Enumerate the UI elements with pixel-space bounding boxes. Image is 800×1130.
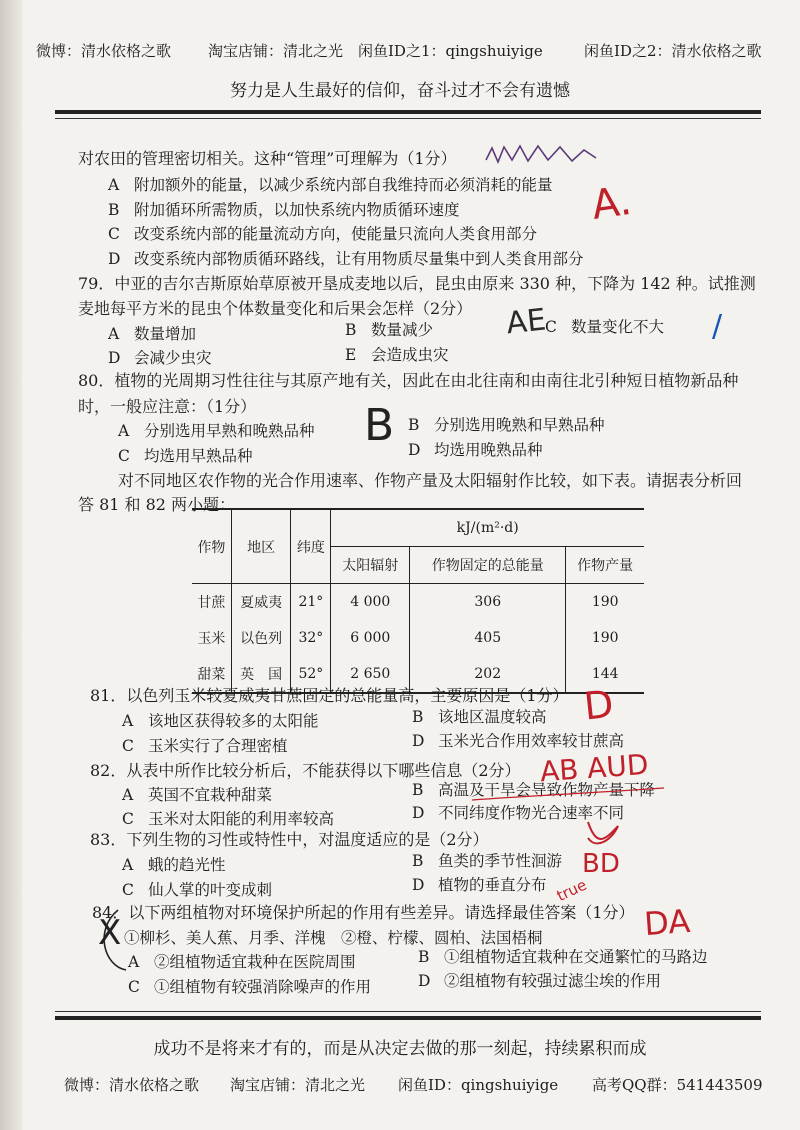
q81-stem: 81．以色列玉米较夏威夷甘蔗固定的总能量高，主要原因是（1分）	[90, 686, 569, 705]
q82-option-b: B 高温及干旱会导致作物产量下降	[412, 781, 656, 799]
q83-option-d: D 植物的垂直分布	[412, 876, 547, 894]
table-row: 甜菜 英 国 52° 2 650 202 144	[192, 656, 644, 693]
q83-check-mark	[588, 822, 618, 843]
q82-option-c: C 玉米对太阳能的利用率较高	[122, 810, 335, 828]
footer-weibo: 微博：清水依格之歌	[64, 1076, 200, 1094]
data-table	[192, 508, 644, 694]
q84-handwritten-answer: DA	[642, 901, 692, 944]
q78-option-b: B 附加循环所需物质，以加快系统内物质循环速度	[108, 201, 460, 219]
table-header-unit: kJ/(m²·d)	[331, 509, 644, 547]
table-header-latitude: 纬度	[291, 509, 331, 584]
q84-stem: 84．以下两组植物对环境保护所起的作用有些差异。请选择最佳答案（1分）	[92, 903, 635, 922]
table-row: 甘蔗 夏威夷 21° 4 000 306 190	[192, 584, 644, 621]
table-header-region: 地区	[231, 509, 290, 584]
q79-blue-mark: /	[712, 309, 723, 344]
footer-shop: 淘宝店铺：清北之光	[230, 1076, 366, 1094]
q78-option-d: D 改变系统内部物质循环路线，让有用物质尽量集中到人类食用部分	[108, 250, 584, 268]
q79-option-d: D 会减少虫灾	[108, 349, 212, 367]
q79-option-b: B 数量减少	[345, 321, 434, 339]
q84-option-b: B ①组植物适宜栽种在交通繁忙的马路边	[418, 948, 708, 966]
q80-stem-line-2: 时，一般应注意：（1分）	[78, 397, 257, 416]
footer-motto: 成功不是将来才有的，而是从决定去做的那一刻起，持续累积而成	[153, 1039, 647, 1059]
footer-rule-thin	[55, 1011, 761, 1012]
q78-option-a: A 附加额外的能量，以减少系统内部自我维持而必须消耗的能量	[108, 176, 553, 194]
table-intro-line-2: 答 81 和 82 两小题：	[78, 495, 236, 514]
q82-option-d: D 不同纬度作物光合速率不同	[412, 804, 625, 822]
header-weibo: 微博：清水依格之歌	[36, 42, 172, 60]
q83-option-c: C 仙人掌的叶变成刺	[122, 881, 273, 899]
q79-stem-line-2: 麦地每平方米的昆虫个体数量变化和后果会怎样（2分）	[78, 299, 473, 318]
q83-stem: 83．下列生物的习性或特性中，对温度适应的是（2分）	[90, 830, 489, 849]
q80-option-d: D 均选用晚熟品种	[408, 441, 543, 459]
q79-handwritten-answer: AE	[504, 302, 548, 342]
header-xianyu-1: 闲鱼ID之1：qingshuiyige	[358, 42, 543, 60]
footer-xianyu: 闲鱼ID：qingshuiyige	[398, 1076, 559, 1094]
q84-option-a: A ②组植物适宜栽种在医院周围	[128, 953, 356, 971]
q79-option-e: E 会造成虫灾	[345, 346, 449, 364]
q80-option-c: C 均选用早熟品种	[118, 447, 253, 465]
q81-option-b: B 该地区温度较高	[412, 708, 547, 726]
q80-option-b: B 分别选用晚熟和早熟品种	[408, 416, 605, 434]
q81-option-d: D 玉米光合作用效率较甘蔗高	[412, 732, 625, 750]
q83-option-b: B 鱼类的季节性洄游	[412, 852, 563, 870]
q83-option-a: A 蛾的趋光性	[122, 856, 226, 874]
footer-qq: 高考QQ群：541443509	[592, 1076, 763, 1094]
page-binding-edge	[0, 0, 22, 1130]
q79-stem-line-1: 79．中亚的吉尔吉斯原始草原被开垦成麦地以后，昆虫由原来 330 种，下降为 142 种。试推测	[78, 274, 756, 293]
header-rule-thin	[55, 118, 761, 119]
q82-option-a: A 英国不宜栽种甜菜	[122, 786, 273, 804]
q78-option-c: C 改变系统内部的能量流动方向，使能量只流向人类食用部分	[108, 225, 538, 243]
table-header-fixed-energy: 作物固定的总能量	[410, 547, 566, 584]
q81-handwritten-answer: D	[581, 681, 616, 729]
q80-stem-line-1: 80．植物的光周期习性往往与其原产地有关，因此在由北往南和由南往北引种短日植物新品种	[78, 371, 739, 390]
q78-scribble	[486, 146, 596, 162]
header-xianyu-2: 闲鱼ID之2：清水依格之歌	[584, 42, 762, 60]
q79-option-a: A 数量增加	[108, 325, 197, 343]
footer-rule-thick	[55, 1016, 761, 1020]
q78-stem: 对农田的管理密切相关。这种“管理”可理解为（1分）	[78, 149, 457, 168]
q81-option-c: C 玉米实行了合理密植	[122, 737, 288, 755]
q82-stem: 82．从表中所作比较分析后，不能获得以下哪些信息（2分）	[90, 761, 521, 780]
q78-handwritten-answer: A.	[588, 177, 635, 229]
q84-plant-groups: ①柳杉、美人蕉、月季、洋槐 ②橙、柠檬、圆柏、法国梧桐	[124, 929, 543, 947]
table-header-yield: 作物产量	[566, 547, 644, 584]
q80-option-a: A 分别选用早熟和晚熟品种	[118, 422, 315, 440]
table-header-solar: 太阳辐射	[331, 547, 410, 584]
q84-option-c: C ①组植物有较强消除噪声的作用	[128, 978, 372, 996]
q83-handwritten-answer: BD	[582, 849, 620, 879]
header-motto: 努力是人生最好的信仰，奋斗过才不会有遗憾	[230, 81, 570, 101]
header-rule-thick	[55, 110, 761, 114]
q79-option-c: C 数量变化不大	[545, 318, 665, 336]
q82-handwritten-answer: AB AUD	[538, 747, 650, 789]
q84-cross-mark: X	[98, 913, 122, 953]
header-shop: 淘宝店铺：清北之光	[208, 42, 344, 60]
table-header-crop: 作物	[192, 509, 231, 584]
q83-handwritten-note: true	[553, 875, 590, 905]
q84-option-d: D ②组植物有较强过滤尘埃的作用	[418, 972, 662, 990]
q81-option-a: A 该地区获得较多的太阳能	[122, 712, 319, 730]
q80-handwritten-answer: B	[364, 400, 395, 451]
table-intro-line-1: 对不同地区农作物的光合作用速率、作物产量及太阳辐射作比较，如下表。请据表分析回	[118, 471, 743, 490]
table-row: 玉米 以色列 32° 6 000 405 190	[192, 620, 644, 656]
